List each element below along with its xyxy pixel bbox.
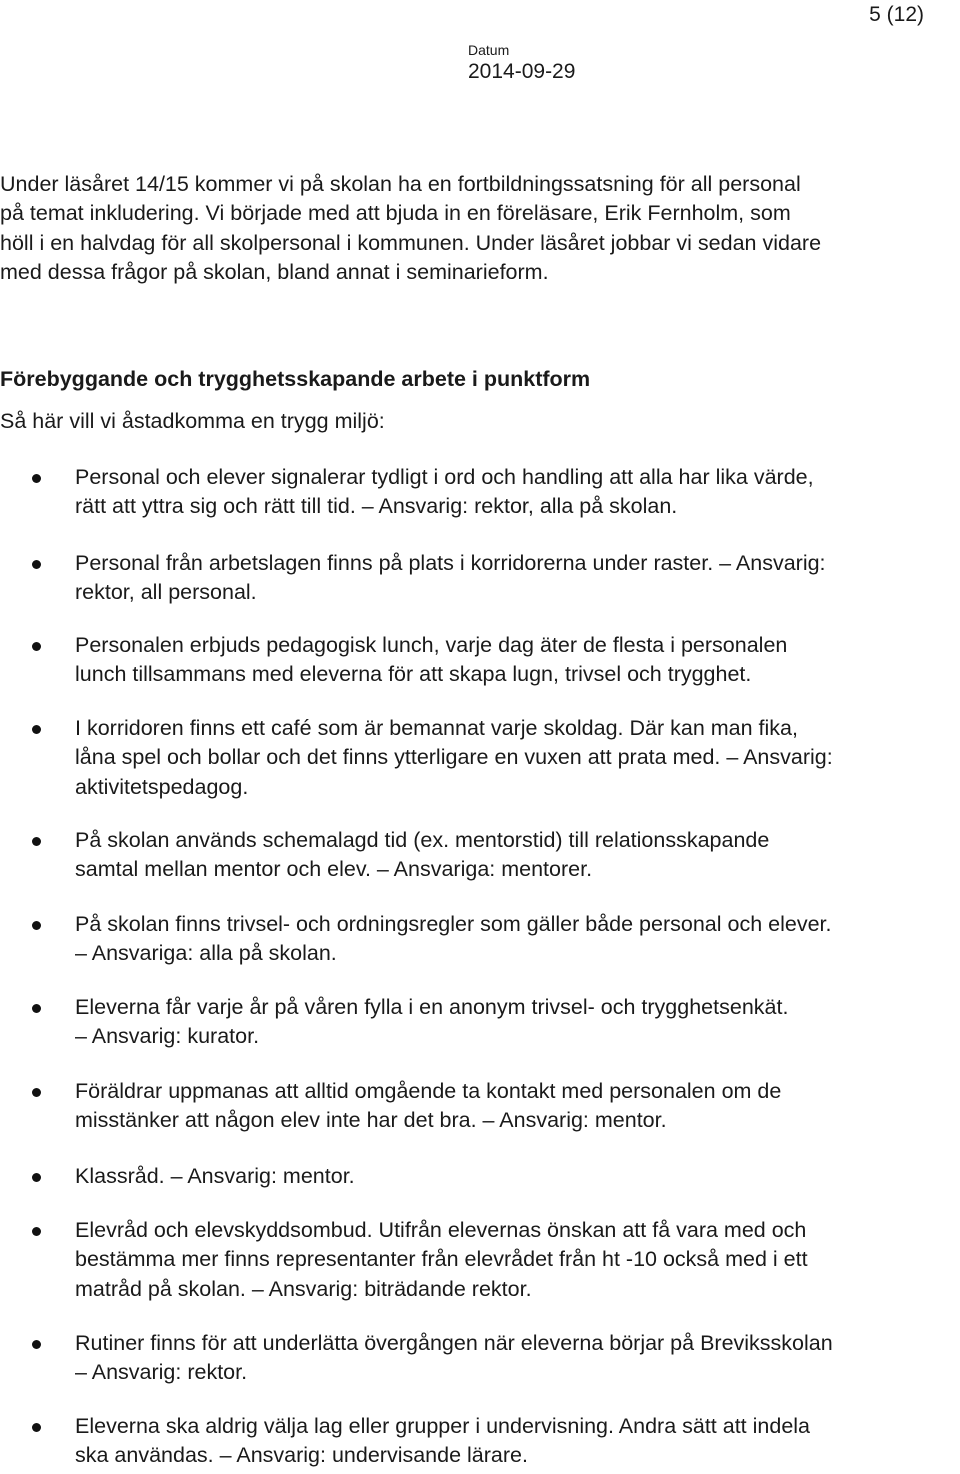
bullet-line: misstänker att någon elev inte har det bra. – Ansvarig: mentor. [75, 1108, 667, 1133]
bullet-text [75, 463, 960, 522]
bullet-text [75, 993, 960, 1052]
bullet-line: – Ansvarig: kurator. [75, 1024, 260, 1049]
bullet-line: Rutiner finns för att underlätta övergången när eleverna börjar på Breviksskolan [75, 1331, 833, 1355]
bullet-text [75, 1412, 960, 1471]
intro-paragraph [0, 170, 958, 288]
bullet-dot-icon [32, 474, 41, 483]
bullet-line: Klassråd. – Ansvarig: mentor. [75, 1164, 355, 1188]
bullet-line: På skolan finns trivsel- och ordningsregler som gäller både personal och elever. [75, 912, 832, 936]
bullet-text [75, 631, 960, 690]
bullet-dot-icon [32, 1088, 41, 1097]
bullet-dot-icon [32, 1227, 41, 1236]
bullet-dot-icon [32, 1004, 41, 1013]
bullet-line: Eleverna får varje år på våren fylla i en anonym trivsel- och trygghetsenkät. [75, 995, 789, 1019]
section-subtitle: Så här vill vi åstadkomma en trygg miljö: [0, 409, 385, 433]
intro-line: med dessa frågor på skolan, bland annat i seminarieform. [0, 260, 549, 285]
bullet-text [75, 910, 960, 969]
section-title: Förebyggande och trygghetsskapande arbete i punktform [0, 367, 591, 391]
bullet-line: Föräldrar uppmanas att alltid omgående ta kontakt med personalen om de [75, 1079, 782, 1103]
bullet-line: På skolan används schemalagd tid (ex. mentorstid) till relationsskapande [75, 828, 770, 852]
intro-line: på temat inkludering. Vi började med att bjuda in en föreläsare, Erik Fernholm, som [0, 201, 791, 226]
bullet-line: – Ansvariga: alla på skolan. [75, 941, 337, 966]
bullet-line: bestämma mer finns representanter från elevrådet från ht -10 också med i ett [75, 1247, 808, 1272]
date-label: Datum [468, 42, 510, 58]
bullet-line: Eleverna ska aldrig välja lag eller grupper i undervisning. Andra sätt att indela [75, 1414, 811, 1438]
bullet-line: lunch tillsammans med eleverna för att skapa lugn, trivsel och trygghet. [75, 662, 752, 687]
bullet-dot-icon [32, 837, 41, 846]
bullet-text [75, 1329, 960, 1388]
bullet-line: matråd på skolan. – Ansvarig: biträdande rektor. [75, 1276, 532, 1301]
bullet-line: samtal mellan mentor och elev. – Ansvariga: mentorer. [75, 857, 593, 882]
bullet-line: Personalen erbjuds pedagogisk lunch, varje dag äter de flesta i personalen [75, 633, 788, 657]
bullet-line: Personal från arbetslagen finns på plats i korridorerna under raster. – Ansvarig: [75, 551, 826, 575]
bullet-dot-icon [32, 560, 41, 569]
bullet-dot-icon [32, 921, 41, 930]
page-number: 5 (12) [869, 3, 924, 26]
bullet-line: ska användas. – Ansvarig: undervisande lärare. [75, 1443, 528, 1468]
date-block [468, 42, 575, 84]
bullet-dot-icon [32, 1423, 41, 1432]
bullet-line: rätt att yttra sig och rätt till tid. – Ansvarig: rektor, alla på skolan. [75, 494, 678, 519]
bullet-dot-icon [32, 642, 41, 651]
bullet-text [75, 1077, 960, 1136]
bullet-text [75, 1216, 960, 1304]
bullet-line: Elevråd och elevskyddsombud. Utifrån elevernas önskan att få vara med och [75, 1218, 807, 1242]
bullet-text [75, 714, 960, 802]
date-value: 2014-09-29 [468, 60, 576, 83]
bullet-dot-icon [32, 725, 41, 734]
bullet-text [75, 549, 960, 608]
intro-line: Under läsåret 14/15 kommer vi på skolan ha en fortbildningssatsning för all personal [0, 172, 801, 196]
bullet-line: Personal och elever signalerar tydligt i ord och handling att alla har lika värde, [75, 465, 814, 489]
bullet-line: rektor, all personal. [75, 580, 257, 605]
bullet-dot-icon [32, 1340, 41, 1349]
bullet-text [75, 1162, 960, 1191]
bullet-text [75, 826, 960, 885]
bullet-line: I korridoren finns ett café som är bemannat varje skoldag. Där kan man fika, [75, 716, 798, 740]
intro-line: höll i en halvdag för all skolpersonal i kommunen. Under läsåret jobbar vi sedan vidare [0, 230, 822, 255]
bullet-dot-icon [32, 1173, 41, 1182]
bullet-line: – Ansvarig: rektor. [75, 1360, 248, 1385]
bullet-line: låna spel och bollar och det finns ytterligare en vuxen att prata med. – Ansvarig: [75, 745, 833, 770]
bullet-line: aktivitetspedagog. [75, 774, 249, 799]
